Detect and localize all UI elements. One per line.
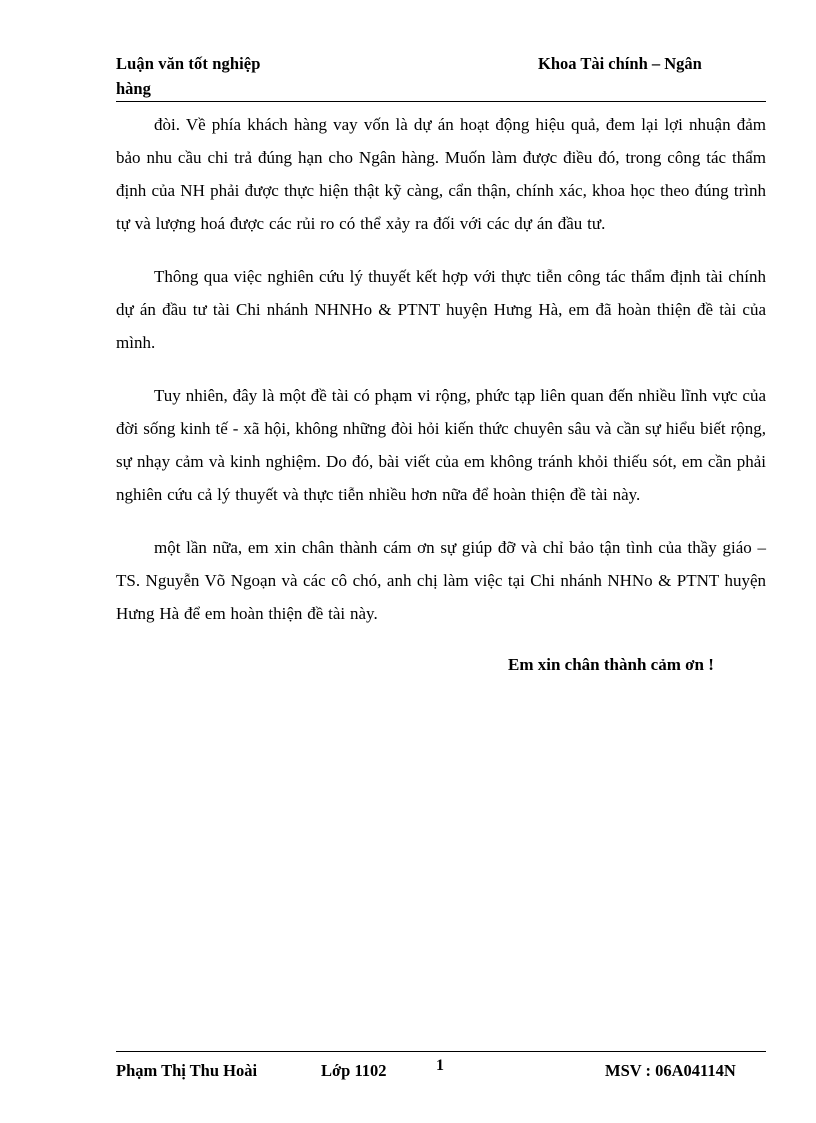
page-footer xyxy=(116,1055,766,1089)
footer-page-number: 1 xyxy=(436,1057,444,1074)
document-body xyxy=(116,108,766,681)
body-paragraph: một lần nữa, em xin chân thành cám ơn sự giúp đỡ và chỉ bảo tận tình của thầy giáo – TS. Nguyễn Võ Ngoạn và các cô chó, anh chị làm việc tại Chi nhánh NHNo & PTNT huyện Hưng Hà để em hoàn thiện đề tài này. xyxy=(116,538,766,623)
closing-thanks-line: Em xin chân thành cảm ơn ! xyxy=(508,655,714,674)
footer-student-id: MSV : 06A04114N xyxy=(605,1061,736,1080)
page-header xyxy=(116,54,766,98)
footer-author-name: Phạm Thị Thu Hoài xyxy=(116,1061,258,1080)
body-paragraph: đòi. Về phía khách hàng vay vốn là dự án hoạt động hiệu quả, đem lại lợi nhuận đảm bảo nhu cầu chi trả đúng hạn cho Ngân hàng. Muốn làm được điều đó, trong công tác thẩm định của NH phải được thực hiện thật kỹ càng, cẩn thận, chính xác, khoa học theo đúng trình tự và lượng hoá được các rủi ro có thể xảy ra đối với các dự án đầu tư. xyxy=(116,115,766,233)
footer-divider-rule xyxy=(116,1051,766,1052)
header-left-title-continuation: hàng xyxy=(116,79,151,98)
footer-class-label: Lớp 1102 xyxy=(321,1061,387,1080)
header-left-title: Luận văn tốt nghiệp xyxy=(116,54,261,73)
body-paragraph: Thông qua việc nghiên cứu lý thuyết kết hợp với thực tiễn công tác thẩm định tài chính dự án đầu tư tài Chi nhánh NHNHo & PTNT huyện Hưng Hà, em đã hoàn thiện đề tài của mình. xyxy=(116,267,766,352)
body-paragraph: Tuy nhiên, đây là một đề tài có phạm vi rộng, phức tạp liên quan đến nhiều lĩnh vực của đời sống kinh tế - xã hội, không những đòi hỏi kiến thức chuyên sâu và cần sự hiểu biết rộng, sự nhạy cảm và kinh nghiệm. Do đó, bài viết của em không tránh khỏi thiếu sót, em cần phải nghiên cứu cả lý thuyết và thực tiễn nhiều hơn nữa để hoàn thiện đề tài này. xyxy=(116,386,766,504)
header-right-title: Khoa Tài chính – Ngân xyxy=(538,54,702,73)
header-divider-rule xyxy=(116,101,766,102)
header-first-row xyxy=(116,54,766,80)
